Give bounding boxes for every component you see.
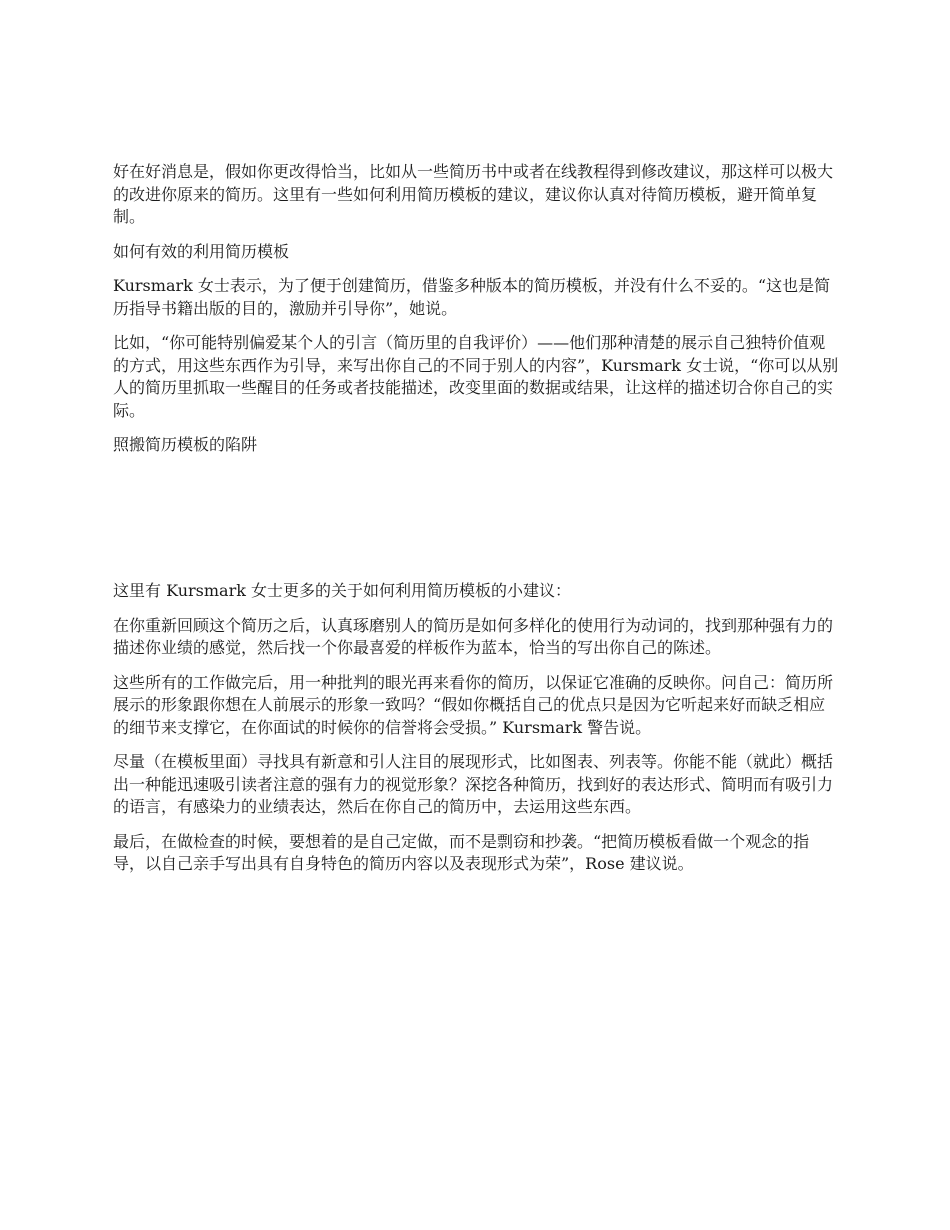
section-heading-pitfalls: 照搬简历模板的陷阱 [113,435,258,454]
tip-paragraph-1: 在你重新回顾这个简历之后，认真琢磨别人的简历是如何多样化的使用行为动词的，找到那种强有力的描述你业绩的感觉，然后找一个你最喜爱的样板作为蓝本，恰当的写出你自己的陈述。 [113,615,834,657]
tips-intro-paragraph: 这里有 Kursmark 女士更多的关于如何利用简历模板的小建议： [113,581,571,600]
section-heading-effective-use: 如何有效的利用简历模板 [113,241,290,261]
tip-paragraph-3: 尽量（在模板里面）寻找具有新意和引人注目的展现形式，比如图表、列表等。你能不能（就此）概括出一种能迅速吸引读者注意的强有力的视觉形象？深挖各种简历，找到好的表达形式、简明而有吸引力的语言，有感染力的业绩表达，然后在你自己的简历中，去运用这些东西。 [113,752,834,816]
intro-paragraph: 好在好消息是，假如你更改得恰当，比如从一些简历书中或者在线教程得到修改建议，那这样可以极大的改进你原来的简历。这里有一些如何利用简历模板的建议，建议你认真对待简历模板，避开简单复制。 [113,162,834,226]
text-section-bottom [113,580,840,876]
text-section-top [113,161,840,457]
example-paragraph: 比如，“你可能特别偏爱某个人的引言（简历里的自我评价）——他们那种清楚的展示自己独特价值观的方式，用这些东西作为引导，来写出你自己的不同于别人的内容”，Kursmark 女士说，“你可以从别人的简历里抓取一些醒目的任务或者技能描述，改变里面的数据或结果，让这样的描述切合你自己的实际。 [113,333,839,420]
kursmark-paragraph: Kursmark 女士表示，为了便于创建简历，借鉴多种版本的简历模板，并没有什么不妥的。“这也是简历指导书籍出版的目的，激励并引导你”，她说。 [113,276,831,318]
closing-paragraph: 最后，在做检查的时候，要想着的是自己定做，而不是剽窃和抄袭。“把简历模板看做一个观念的指导，以自己亲手写出具有自身特色的简历内容以及表现形式为荣”，Rose 建议说。 [113,831,810,873]
tip-paragraph-2: 这些所有的工作做完后，用一种批判的眼光再来看你的简历，以保证它准确的反映你。问自己：简历所展示的形象跟你想在人前展示的形象一致吗？“假如你概括自己的优点只是因为它听起来好而缺乏相应的细节来支撑它，在你面试的时候你的信誉将会受损。” Kursmark 警告说。 [113,672,834,737]
